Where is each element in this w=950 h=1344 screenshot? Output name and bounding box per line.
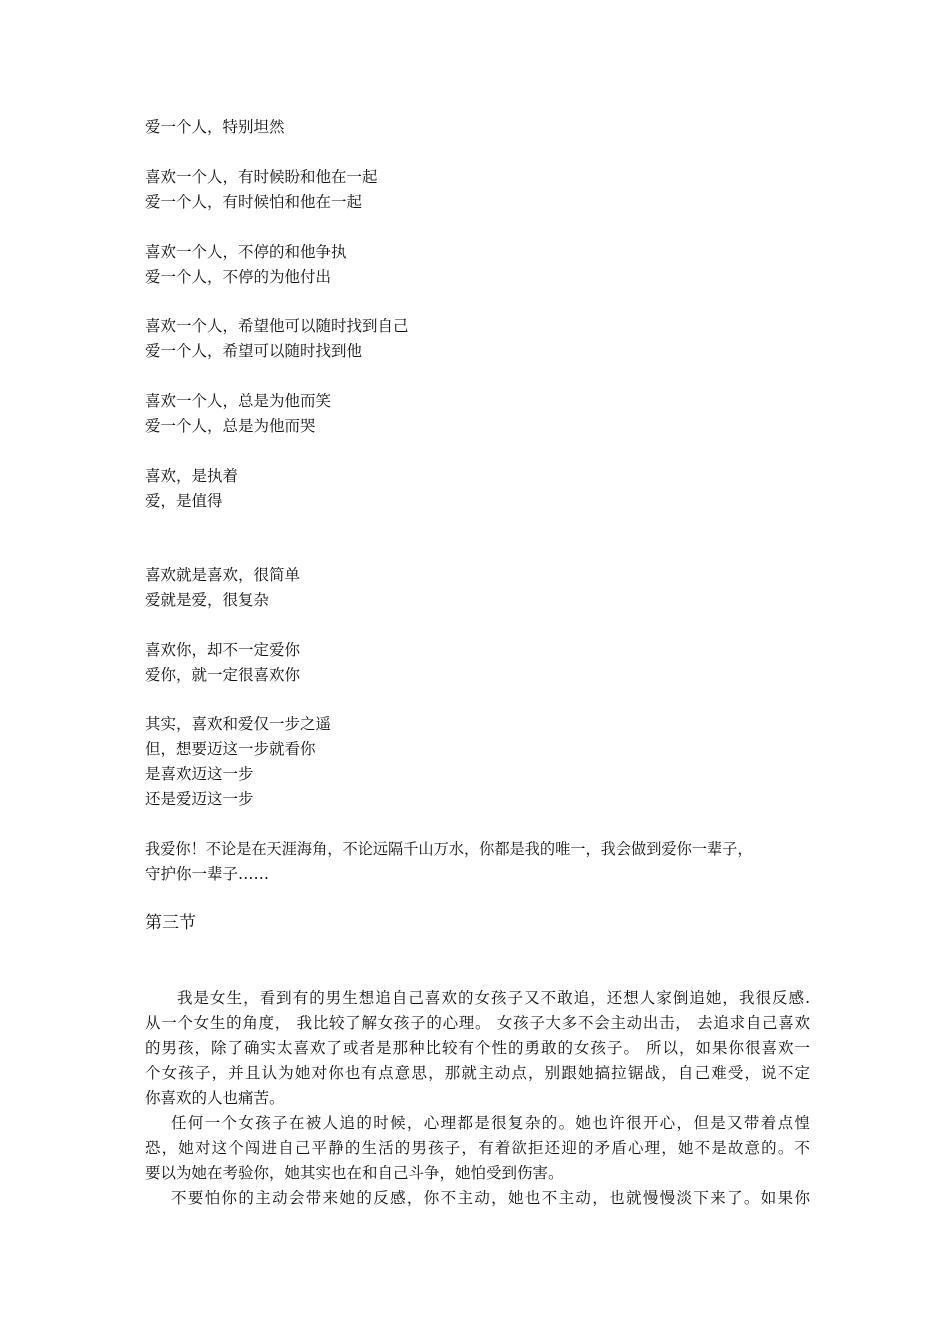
article-line: 恐，她对这个闯进自己平静的生活的男孩子，有着欲拒还迎的矛盾心理，她不是故意的。不 bbox=[145, 1139, 810, 1157]
article-paragraph-1 bbox=[145, 986, 810, 1111]
poem-line: 爱你，就一定很喜欢你 bbox=[145, 666, 301, 684]
poem-line: 爱一个人，有时候怕和他在一起 bbox=[145, 193, 363, 211]
poem-line: 喜欢一个人，总是为他而笑 bbox=[145, 392, 332, 410]
article-line: 个女孩子，并且认为她对你也有点意思，那就主动点，别跟她搞拉锯战，自己难受，说不定 bbox=[145, 1064, 810, 1082]
poem-line: 爱就是爱，很复杂 bbox=[145, 591, 270, 609]
poem-line: 但，想要迈这一步就看你 bbox=[145, 740, 316, 758]
article-paragraph-2 bbox=[145, 1111, 810, 1186]
poem-line: 爱一个人，特别坦然 bbox=[145, 118, 285, 136]
poem-line: 喜欢一个人，不停的和他争执 bbox=[145, 243, 347, 261]
section-title: 第三节 bbox=[145, 913, 196, 933]
poem-line: 爱一个人，总是为他而哭 bbox=[145, 417, 316, 435]
poem-line: 爱一个人，希望可以随时找到他 bbox=[145, 342, 363, 360]
closing-line-2: 守护你一辈子…… bbox=[145, 865, 270, 883]
article-line: 不要怕你的主动会带来她的反感，你不主动，她也不主动，也就慢慢淡下来了。如果你 bbox=[171, 1189, 810, 1207]
poem-line: 其实，喜欢和爱仅一步之遥 bbox=[145, 715, 332, 733]
poem-line: 喜欢一个人，希望他可以随时找到自己 bbox=[145, 317, 409, 335]
poem-line: 喜欢一个人，有时候盼和他在一起 bbox=[145, 168, 378, 186]
poem-line: 喜欢，是执着 bbox=[145, 467, 239, 485]
article-line: 的男孩，除了确实太喜欢了或者是那种比较有个性的勇敢的女孩子。 所以，如果你很喜欢一 bbox=[145, 1039, 810, 1057]
article-line: 要以为她在考验你，她其实也在和自己斗争，她怕受到伤害。 bbox=[145, 1164, 564, 1182]
article-line: 从一个女生的角度， 我比较了解女孩子的心理。 女孩子大多不会主动出击， 去追求自己喜欢 bbox=[145, 1014, 810, 1032]
poem-line: 爱一个人，不停的为他付出 bbox=[145, 268, 332, 286]
closing-line-1: 我爱你！不论是在天涯海角，不论远隔千山万水，你都是我的唯一，我会做到爱你一辈子， bbox=[145, 840, 753, 858]
poem-line: 还是爱迈这一步 bbox=[145, 790, 254, 808]
poem-line: 爱，是值得 bbox=[145, 492, 223, 510]
poem-line: 喜欢你，却不一定爱你 bbox=[145, 641, 301, 659]
poem-line: 喜欢就是喜欢，很简单 bbox=[145, 566, 301, 584]
article-line: 我是女生，看到有的男生想追自己喜欢的女孩子又不敢追，还想人家倒追她，我很反感. bbox=[177, 989, 810, 1007]
poem-line: 是喜欢迈这一步 bbox=[145, 765, 254, 783]
article-line: 任何一个女孩子在被人追的时候，心理都是很复杂的。她也许很开心，但是又带着点惶 bbox=[171, 1114, 810, 1132]
article-paragraph-3 bbox=[145, 1186, 810, 1211]
article-line: 你喜欢的人也痛苦。 bbox=[145, 1089, 285, 1107]
